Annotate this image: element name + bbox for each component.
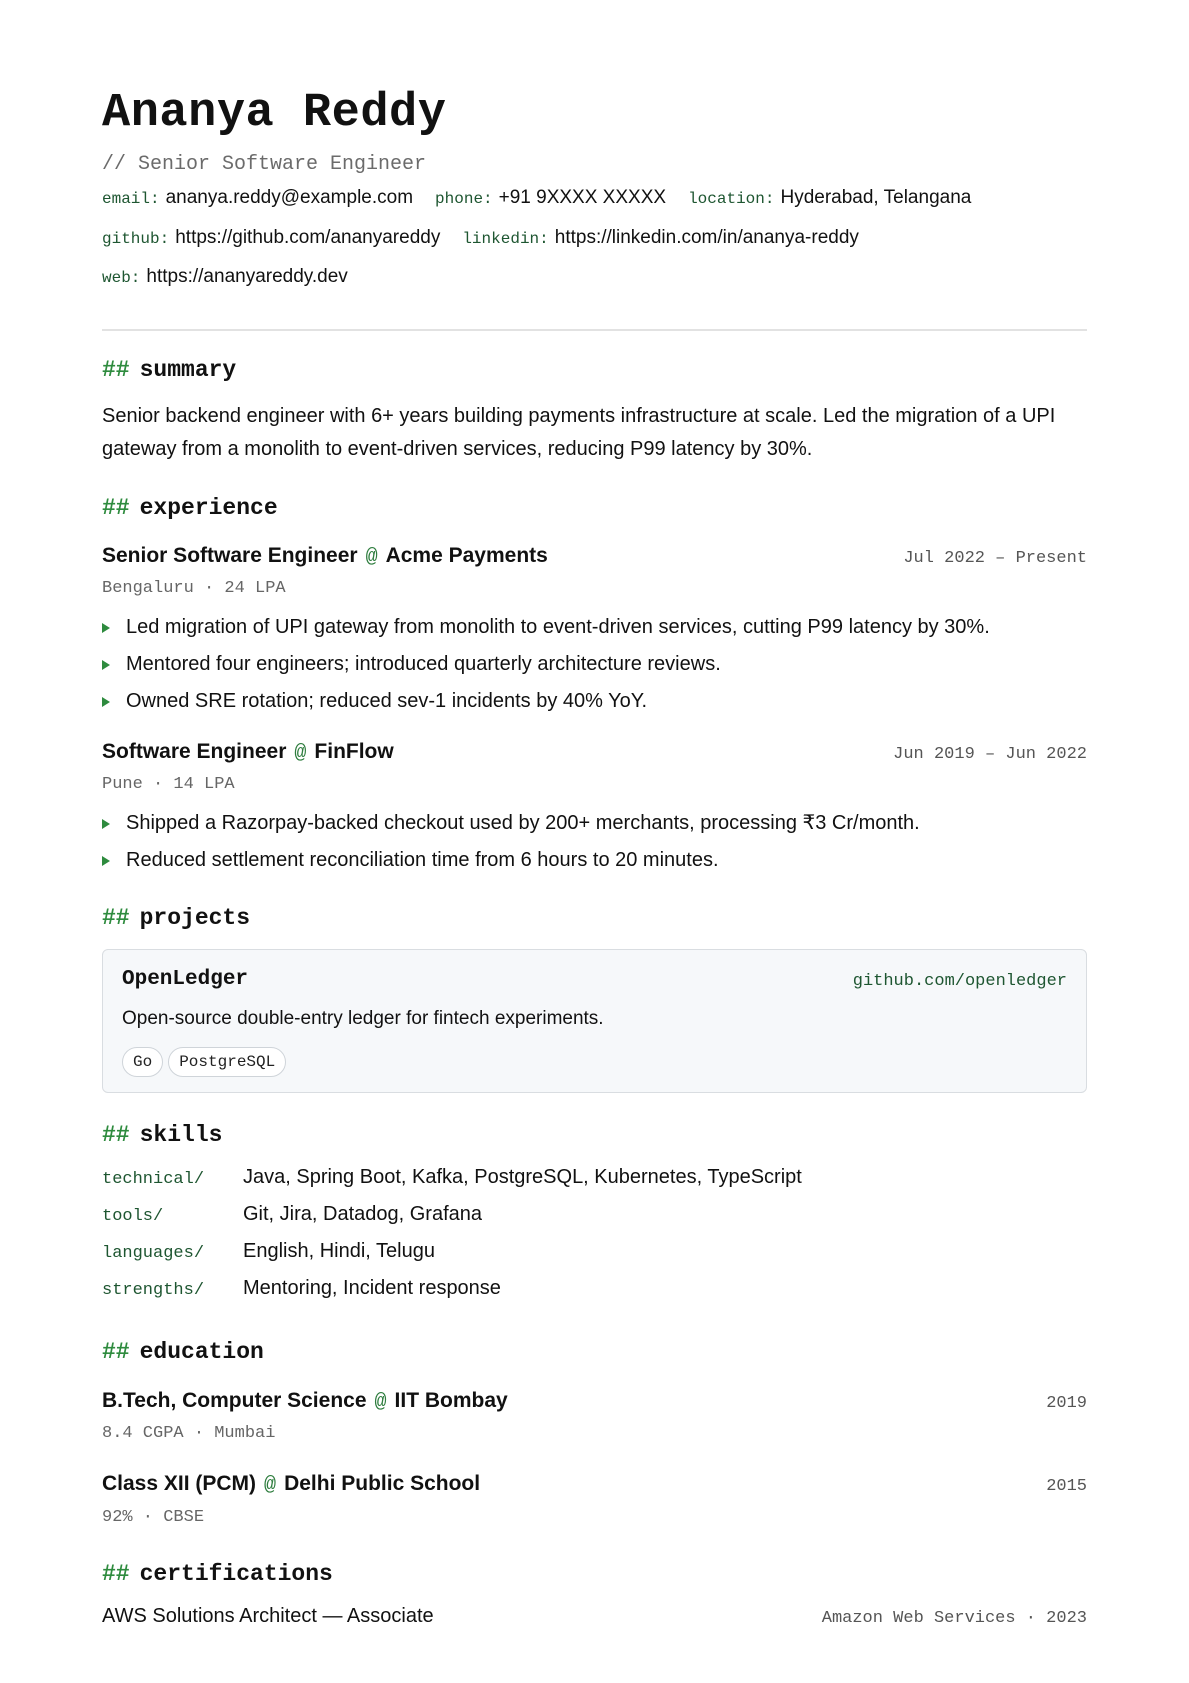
section-label: skills <box>139 1122 223 1148</box>
company-name: FinFlow <box>314 740 394 763</box>
candidate-role: // Senior Software Engineer <box>102 153 427 176</box>
project-description: Open-source double-entry ledger for fintech experiments. <box>122 1008 604 1029</box>
candidate-name: Ananya Reddy <box>102 87 447 140</box>
education-entry-header <box>102 1389 1087 1414</box>
skill-row <box>102 1166 802 1203</box>
skill-row <box>102 1277 802 1314</box>
skill-value: English, Hindi, Telugu <box>243 1240 435 1262</box>
job-title: Software Engineer <box>102 740 287 763</box>
degree: B.Tech, Computer Science <box>102 1389 367 1412</box>
certification-meta: Amazon Web Services · 2023 <box>821 1609 1087 1628</box>
bullet-triangle-icon <box>102 856 110 866</box>
contact-email[interactable] <box>102 186 413 211</box>
skill-row <box>102 1203 802 1240</box>
skill-key: strengths/ <box>102 1281 205 1300</box>
section-title-experience <box>102 494 278 522</box>
tag-go: Go <box>122 1047 163 1077</box>
contact-github-link[interactable]: https://github.com/ananyareddy <box>175 227 441 248</box>
skill-key: technical/ <box>102 1170 205 1189</box>
skill-row <box>102 1240 802 1277</box>
project-card <box>102 949 1087 1093</box>
experience-title <box>102 740 394 765</box>
experience-dates: Jul 2022 – Present <box>903 549 1087 568</box>
list-item <box>102 683 1087 720</box>
contact-web-link[interactable]: https://ananyareddy.dev <box>146 266 348 287</box>
certification-row <box>102 1605 1087 1628</box>
section-hash: ## <box>102 495 130 521</box>
bullet-text: Shipped a Razorpay-backed checkout used by 200+ merchants, processing ₹3 Cr/month. <box>126 812 920 834</box>
list-item <box>102 805 1087 842</box>
experience-bullets <box>102 609 1087 720</box>
school-name: Delhi Public School <box>284 1472 481 1495</box>
contact-row-1 <box>102 186 993 211</box>
skills-table <box>102 1166 802 1314</box>
bullet-triangle-icon <box>102 660 110 670</box>
experience-bullets <box>102 805 1087 879</box>
contact-row-2 <box>102 226 881 251</box>
section-label: certifications <box>139 1561 333 1587</box>
skill-value: Mentoring, Incident response <box>243 1277 501 1299</box>
contact-github[interactable] <box>102 226 440 251</box>
skill-key: tools/ <box>102 1207 164 1226</box>
experience-meta: Pune · 14 LPA <box>102 775 235 794</box>
experience-meta: Bengaluru · 24 LPA <box>102 579 286 598</box>
contact-phone-key: phone: <box>435 190 493 208</box>
at-sign: @ <box>365 546 378 569</box>
section-hash: ## <box>102 905 130 931</box>
at-sign: @ <box>374 1391 387 1414</box>
section-hash: ## <box>102 357 130 383</box>
bullet-triangle-icon <box>102 623 110 633</box>
section-label: projects <box>139 905 251 931</box>
education-title <box>102 1389 508 1414</box>
contact-email-value[interactable]: ananya.reddy@example.com <box>165 187 414 208</box>
section-title-education <box>102 1338 264 1366</box>
project-name: OpenLedger <box>122 968 249 991</box>
bullet-text: Owned SRE rotation; reduced sev-1 incidents by 40% YoY. <box>126 690 648 712</box>
contact-web[interactable] <box>102 265 348 290</box>
education-meta: 8.4 CGPA · Mumbai <box>102 1424 276 1443</box>
certification-name: AWS Solutions Architect — Associate <box>102 1605 434 1627</box>
header-divider <box>102 329 1087 331</box>
contact-web-key: web: <box>102 269 141 287</box>
summary-text: Senior backend engineer with 6+ years building payments infrastructure at scale. Led the migration of a UPI gateway from a monolith to event-driven services, reducing P99 latency by 30%. <box>102 405 1056 460</box>
section-title-summary <box>102 356 236 384</box>
contact-location-value: Hyderabad, Telangana <box>780 187 972 208</box>
list-item <box>102 646 1087 683</box>
experience-dates: Jun 2019 – Jun 2022 <box>893 745 1087 764</box>
experience-entry-header <box>102 740 1087 765</box>
experience-entry-header <box>102 544 1087 569</box>
skill-value: Java, Spring Boot, Kafka, PostgreSQL, Kubernetes, TypeScript <box>243 1166 802 1188</box>
at-sign: @ <box>294 742 307 765</box>
section-label: education <box>139 1339 264 1365</box>
list-item <box>102 609 1087 646</box>
list-item <box>102 842 1087 879</box>
section-title-certifications <box>102 1560 333 1588</box>
bullet-text: Mentored four engineers; introduced quarterly architecture reviews. <box>126 653 721 675</box>
contact-row-3 <box>102 265 370 290</box>
education-year: 2019 <box>1046 1394 1087 1413</box>
section-title-projects <box>102 904 250 932</box>
section-hash: ## <box>102 1122 130 1148</box>
company-name: Acme Payments <box>385 544 548 567</box>
school-name: IIT Bombay <box>394 1389 508 1412</box>
bullet-triangle-icon <box>102 697 110 707</box>
contact-phone-value[interactable]: +91 9XXXX XXXXX <box>498 187 667 208</box>
skill-value: Git, Jira, Datadog, Grafana <box>243 1203 483 1225</box>
project-link[interactable]: github.com/openledger <box>852 972 1067 991</box>
education-year: 2015 <box>1046 1477 1087 1496</box>
contact-location <box>688 186 971 211</box>
education-title <box>102 1472 480 1497</box>
section-title-skills <box>102 1121 222 1149</box>
job-title: Senior Software Engineer <box>102 544 358 567</box>
contact-phone[interactable] <box>435 186 666 211</box>
project-tags <box>122 1047 291 1077</box>
education-meta: 92% · CBSE <box>102 1508 205 1527</box>
at-sign: @ <box>264 1474 277 1497</box>
section-label: experience <box>139 495 278 521</box>
section-hash: ## <box>102 1339 130 1365</box>
contact-github-key: github: <box>102 230 170 248</box>
section-label: summary <box>139 357 237 383</box>
bullet-text: Led migration of UPI gateway from monolith to event-driven services, cutting P99 latency by 30%. <box>126 616 990 638</box>
skill-key: languages/ <box>102 1244 205 1263</box>
contact-linkedin-link[interactable]: https://linkedin.com/in/ananya-reddy <box>554 227 859 248</box>
tag-postgresql: PostgreSQL <box>168 1047 286 1077</box>
contact-linkedin[interactable] <box>462 226 859 251</box>
degree: Class XII (PCM) <box>102 1472 257 1495</box>
section-hash: ## <box>102 1561 130 1587</box>
bullet-text: Reduced settlement reconciliation time from 6 hours to 20 minutes. <box>126 849 719 871</box>
contact-linkedin-key: linkedin: <box>462 230 549 248</box>
contact-location-key: location: <box>688 190 775 208</box>
bullet-triangle-icon <box>102 819 110 829</box>
education-entry-header <box>102 1472 1087 1497</box>
contact-email-key: email: <box>102 190 160 208</box>
experience-title <box>102 544 548 569</box>
